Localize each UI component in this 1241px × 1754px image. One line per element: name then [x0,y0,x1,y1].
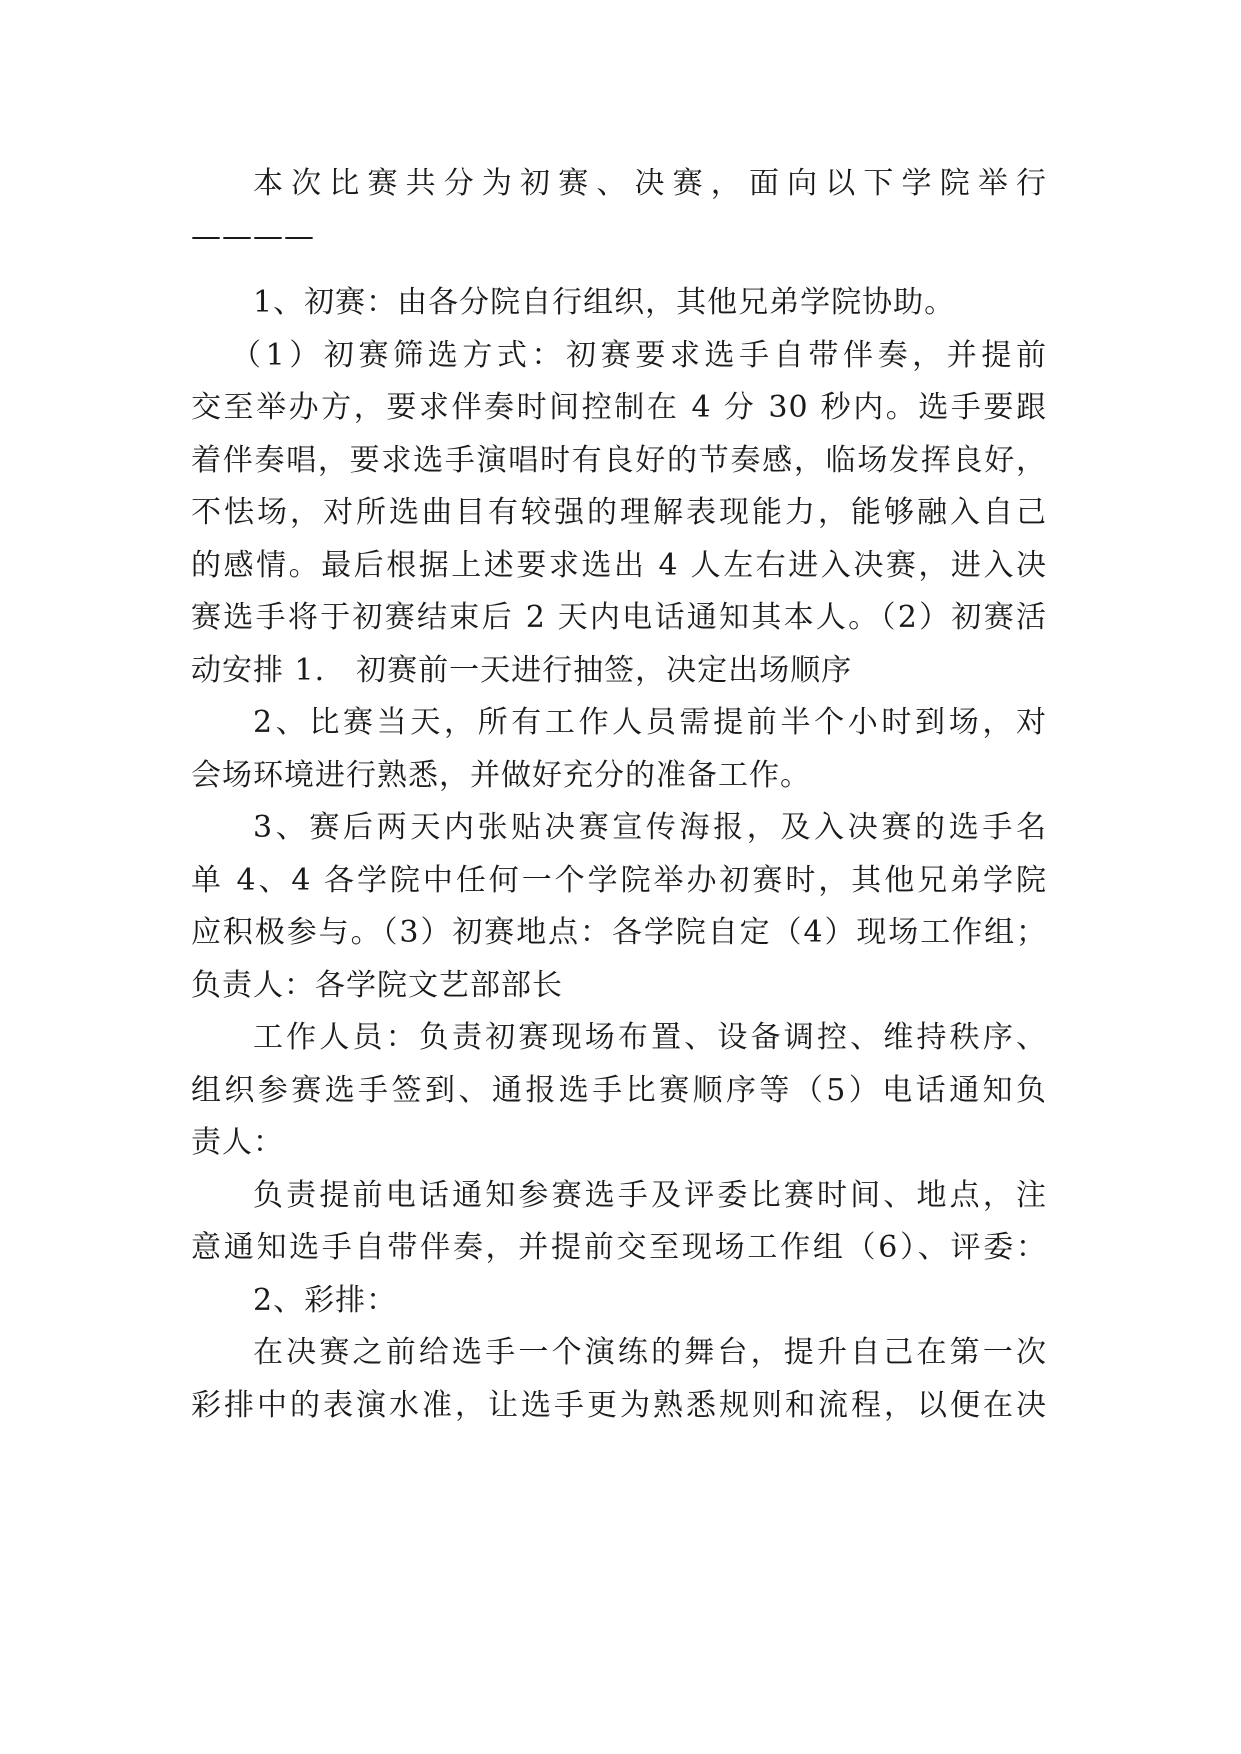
paragraph-preliminary-method [191,330,1047,698]
document-body [191,158,1047,1432]
text-line: 交至举办方，要求伴奏时间控制在 4 分 30 秒内。选手要跟 [191,390,1047,425]
text-line: 不怯场，对所选曲目有较强的理解表现能力，能够融入自己 [191,495,1047,530]
text-line: 应积极参与。（3）初赛地点：各学院自定（4）现场工作组； [191,915,1047,950]
text-line: 负责人：各学院文艺部部长 [191,967,563,1003]
text-line: ———— [191,218,315,254]
text-line: 会场环境进行熟悉，并做好充分的准备工作。 [191,757,811,793]
text-line: 责人： [191,1125,284,1160]
text-line: 1、初赛：由各分院自行组织，其他兄弟学院协助。 [253,285,956,320]
paragraph-match-day [191,697,1047,802]
text-line: 负责提前电话通知参赛选手及评委比赛时间、地点，注 [253,1177,1047,1213]
paragraph-phone-notice [191,1170,1047,1275]
paragraph-rehearsal [191,1327,1047,1432]
text-line: 的感情。最后根据上述要求选出 4 人左右进入决赛，进入决 [191,547,1047,583]
text-line: 组织参赛选手签到、通报选手比赛顺序等（5）电话通知负 [191,1072,1047,1108]
text-line: 本次比赛共分为初赛、决赛，面向以下学院举行 [253,166,1047,201]
text-line: 2、比赛当天，所有工作人员需提前半个小时到场，对 [253,705,1047,740]
paragraph-intro [191,158,1047,263]
text-line: 工作人员：负责初赛现场布置、设备调控、维持秩序、 [253,1020,1047,1055]
text-line: 单 4、4 各学院中任何一个学院举办初赛时，其他兄弟学院 [191,862,1047,898]
paragraph-preliminary-heading [191,277,1047,330]
paragraph-after-match [191,802,1047,1012]
text-line: 着伴奏唱，要求选手演唱时有良好的节奏感，临场发挥良好， [191,442,1047,478]
text-line: （1）初赛筛选方式：初赛要求选手自带伴奏，并提前 [231,337,1047,373]
text-line: 动安排 1. 初赛前一天进行抽签，决定出场顺序 [191,652,853,688]
text-line: 2、彩排： [253,1282,398,1318]
text-line: 赛选手将于初赛结束后 2 天内电话通知其本人。（2）初赛活 [191,600,1047,635]
text-line: 彩排中的表演水准，让选手更为熟悉规则和流程，以便在决 [191,1387,1047,1423]
paragraph-staff [191,1012,1047,1170]
text-line: 3、赛后两天内张贴决赛宣传海报，及入决赛的选手名 [253,810,1047,845]
text-line: 在决赛之前给选手一个演练的舞台，提升自己在第一次 [253,1335,1047,1370]
paragraph-rehearsal-heading [191,1275,1047,1328]
text-line: 意通知选手自带伴奏，并提前交至现场工作组（6）、评委： [191,1230,1047,1265]
